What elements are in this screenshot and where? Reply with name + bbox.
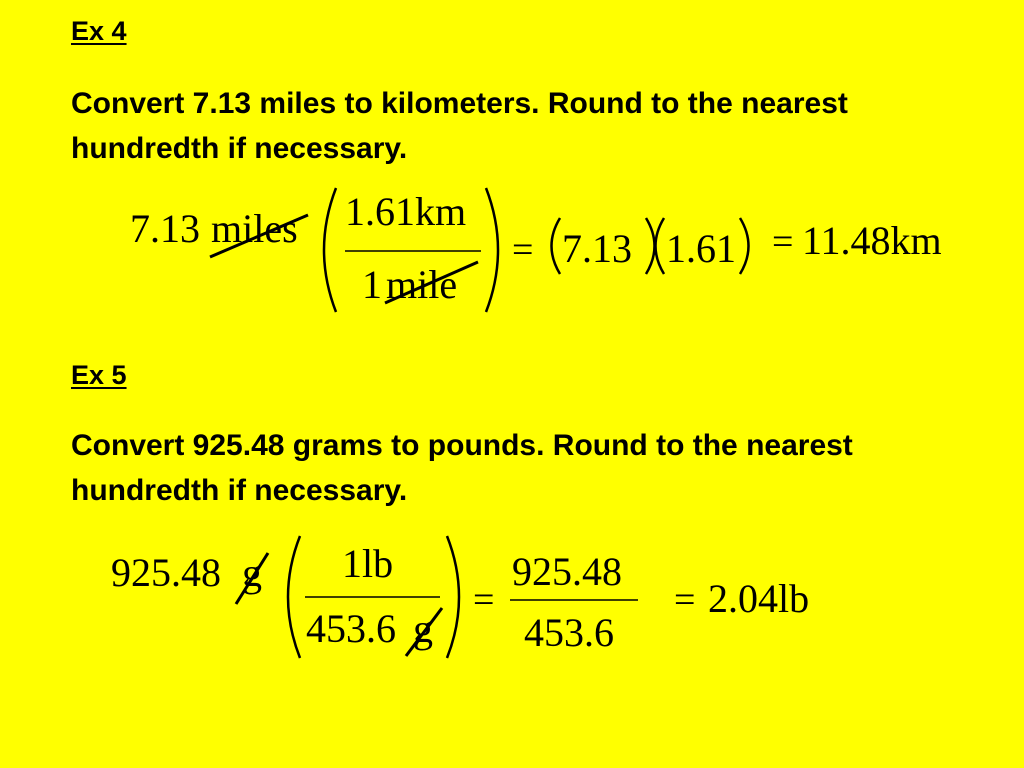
- ex5-prompt: Convert 925.48 grams to pounds. Round to the nearest hundredth if necessary.: [71, 429, 853, 507]
- ex5-start-value: 925.48: [111, 550, 221, 595]
- ex4-paren-b-right: [740, 218, 749, 274]
- ex4-paren-b-left: [656, 218, 665, 274]
- ex5-equals-2: =: [674, 579, 696, 621]
- ex4-equation: [130, 188, 942, 312]
- ex4-factor-1: 7.13: [562, 226, 632, 271]
- ex5-fraction-denominator: 453.6: [524, 610, 614, 655]
- ex4-left-paren: [324, 188, 336, 312]
- ex4-start-value: 7.13: [130, 206, 200, 251]
- ex4-paren-a-right: [646, 218, 655, 274]
- ex4-equals-2: =: [772, 221, 794, 263]
- ex5-equals-1: =: [473, 579, 495, 621]
- ex5-start-unit: g: [242, 550, 262, 595]
- ex4-denominator-value: 1: [362, 262, 382, 307]
- ex5-equation: [111, 536, 809, 658]
- ex5-denominator-value: 453.6: [306, 606, 396, 651]
- ex4-paren-a-left: [552, 218, 561, 274]
- ex5-result: 2.04lb: [708, 576, 810, 621]
- ex4-denominator-unit: mile: [386, 262, 458, 307]
- ex5-fraction-numerator: 925.48: [512, 549, 622, 594]
- ex4-numerator: 1.61km: [345, 189, 467, 234]
- ex5-heading: Ex 5: [71, 360, 127, 390]
- ex4-result: 11.48km: [802, 218, 942, 263]
- ex4-prompt: Convert 7.13 miles to kilometers. Round to the nearest hundredth if necessary.: [71, 87, 848, 165]
- ex5-right-paren: [447, 536, 459, 658]
- ex4-factor-2: 1.61: [666, 226, 736, 271]
- ex4-heading: Ex 4: [71, 16, 127, 46]
- ex4-start-unit: miles: [211, 206, 298, 251]
- ex4-right-paren: [486, 188, 498, 312]
- ex5-numerator: 1lb: [342, 541, 394, 586]
- ex5-left-paren: [288, 536, 300, 658]
- ex5-denominator-unit: g: [413, 606, 433, 651]
- ex4-equals-1: =: [512, 229, 534, 271]
